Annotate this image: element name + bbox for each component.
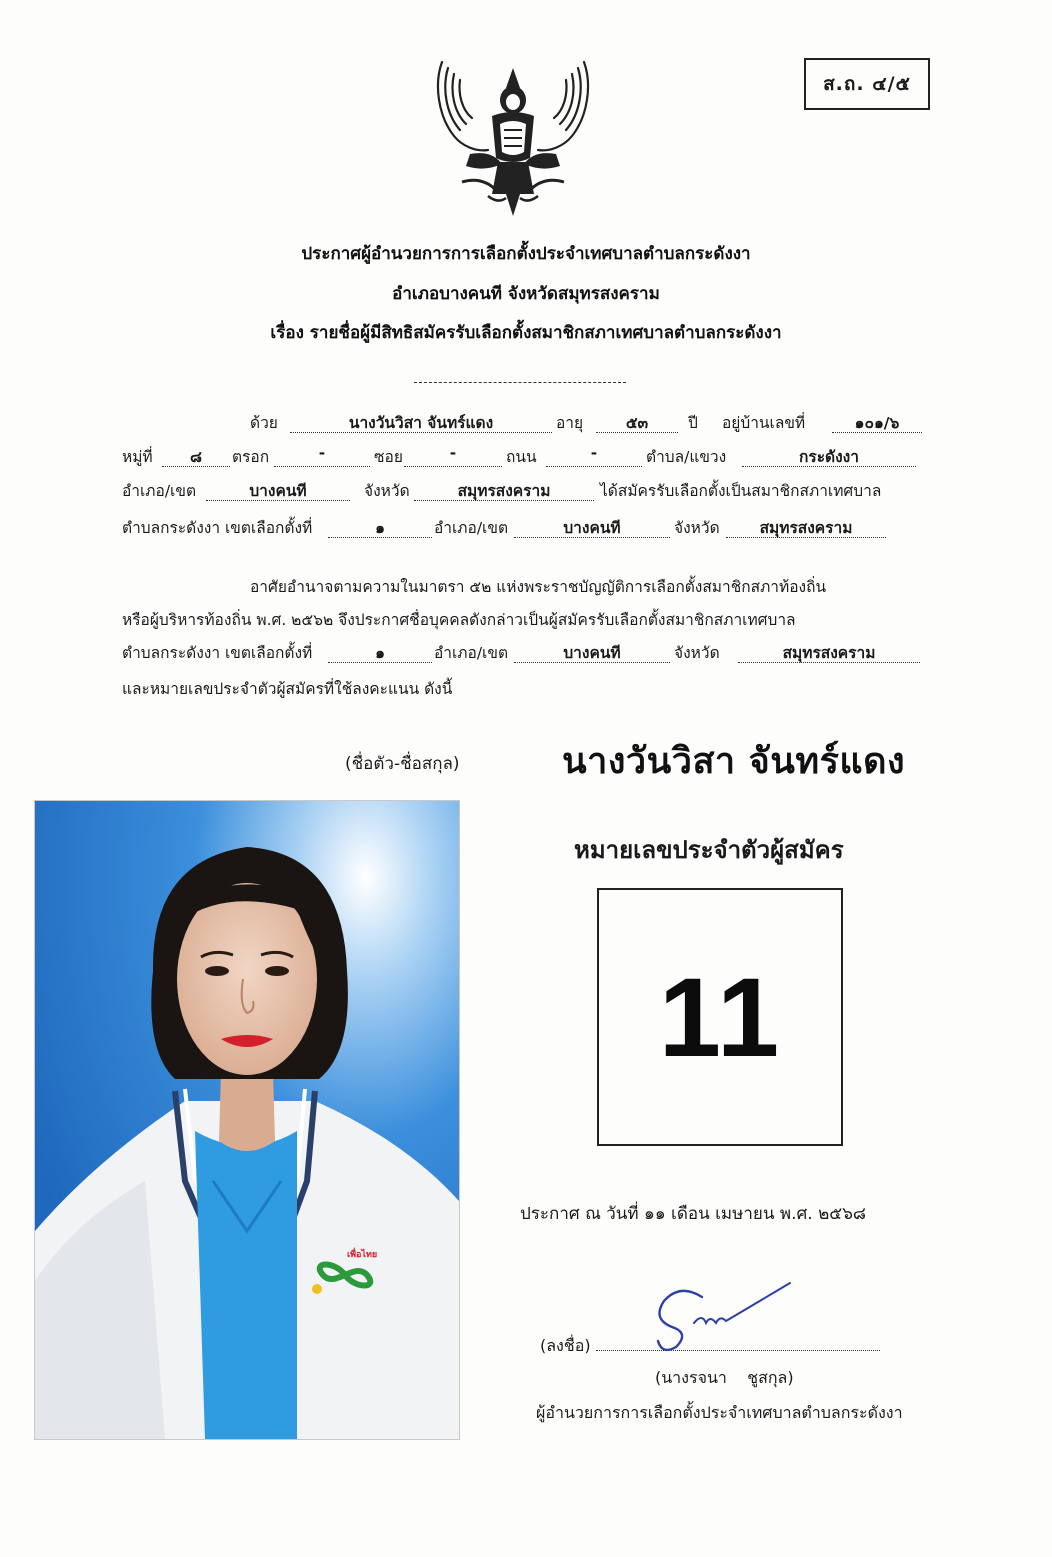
province-field-3: สมุทรสงคราม	[738, 640, 920, 663]
tambon-label: ตำบล/แขวง	[646, 448, 727, 466]
form-code-box	[804, 58, 930, 110]
candidate-name-field: นางวันวิสา จันทร์แดง	[290, 410, 552, 433]
amphoe-label: อำเภอ/เขต	[122, 482, 197, 500]
house-no-field: ๑๐๑/๖	[832, 410, 922, 433]
header-divider	[414, 382, 626, 383]
header-line-1: ประกาศผู้อำนวยการการเลือกตั้งประจำเทศบาลตำบลกระดังงา	[301, 244, 751, 264]
candidate-portrait	[35, 801, 459, 1439]
amphoe-field: บางคนที	[206, 478, 350, 501]
moo-label: หมู่ที่	[122, 448, 153, 466]
signer-title: ผู้อำนวยการการเลือกตั้งประจำเทศบาลตำบลกระดังงา	[536, 1403, 903, 1422]
announcement-date: ประกาศ ณ วันที่ ๑๑ เดือน เมษายน พ.ศ. ๒๕๖๘	[520, 1204, 867, 1224]
age-label: อายุ	[556, 414, 584, 432]
amphoe-field-3: บางคนที	[514, 640, 670, 663]
province-field-2: สมุทรสงคราม	[726, 515, 886, 538]
legal-paragraph-line-2: หรือผู้บริหารท้องถิ่น พ.ศ. ๒๕๖๒ จึงประกาศชื่อบุคคลดังกล่าวเป็นผู้สมัครรับเลือกตั้งสมาชิกสภาเทศบาล	[122, 611, 796, 629]
header-subject: เรื่อง รายชื่อผู้มีสิทธิสมัครรับเลือกตั้งสมาชิกสภาเทศบาลตำบลกระดังงา	[270, 323, 782, 343]
by-label: ด้วย	[250, 414, 278, 432]
province-label: จังหวัด	[364, 482, 410, 500]
trok-label: ตรอก	[232, 448, 270, 466]
moo-field: ๘	[162, 444, 230, 467]
soi-field: -	[404, 444, 502, 467]
province-label-3: จังหวัด	[674, 644, 720, 662]
district-no-field-2: ๑	[328, 640, 432, 663]
province-field: สมุทรสงคราม	[414, 478, 594, 501]
form-line-2	[122, 444, 922, 472]
amphoe-label-2: อำเภอ/เขต	[434, 519, 509, 537]
road-label: ถนน	[506, 448, 537, 466]
tambon-field: กระดังงา	[742, 444, 916, 467]
handwritten-signature	[650, 1275, 800, 1360]
amphoe-field-2: บางคนที	[514, 515, 670, 538]
house-no-label: อยู่บ้านเลขที่	[722, 414, 806, 432]
age-field: ๕๓	[596, 410, 678, 433]
form-line-3	[122, 478, 922, 506]
year-label: ปี	[688, 414, 698, 432]
candidate-name: นางวันวิสา จันทร์แดง	[562, 741, 906, 782]
district-prefix-2: ตำบลกระดังงา เขตเลือกตั้งที่	[122, 644, 313, 662]
soi-label: ซอย	[374, 448, 403, 466]
province-label-2: จังหวัด	[674, 519, 720, 537]
form-line-1	[122, 410, 922, 438]
trok-field: -	[274, 444, 370, 467]
party-logo-text: เพื่อไทย	[347, 1250, 378, 1260]
garuda-emblem-icon	[432, 54, 594, 220]
legal-paragraph-line-1: อาศัยอำนาจตามความในมาตรา ๕๒ แห่งพระราชบัญญัติการเลือกตั้งสมาชิกสภาท้องถิ่น	[250, 578, 827, 596]
district-no-field: ๑	[328, 515, 432, 538]
candidate-number-label: หมายเลขประจำตัวผู้สมัคร	[574, 836, 844, 864]
name-label: (ชื่อตัว-ชื่อสกุล)	[345, 754, 460, 774]
signature-label: (ลงชื่อ)	[540, 1336, 591, 1355]
header-line-2: อำเภอบางคนที จังหวัดสมุทรสงคราม	[392, 284, 660, 304]
amphoe-label-3: อำเภอ/เขต	[434, 644, 509, 662]
applied-text: ได้สมัครรับเลือกตั้งเป็นสมาชิกสภาเทศบาล	[600, 482, 882, 500]
form-line-4	[122, 515, 922, 543]
signer-name: (นางรจนา ชูสกุล)	[655, 1368, 794, 1387]
candidate-photo	[34, 800, 460, 1440]
legal-paragraph-line-4: และหมายเลขประจำตัวผู้สมัครที่ใช้ลงคะแนน ดังนี้	[122, 680, 453, 698]
legal-paragraph-line-3	[122, 640, 922, 668]
district-prefix: ตำบลกระดังงา เขตเลือกตั้งที่	[122, 519, 313, 537]
road-field: -	[546, 444, 642, 467]
candidate-number: 11	[658, 954, 782, 1080]
candidate-number-box	[597, 888, 843, 1146]
form-code: ส.ถ. ๔/๕	[823, 73, 911, 95]
